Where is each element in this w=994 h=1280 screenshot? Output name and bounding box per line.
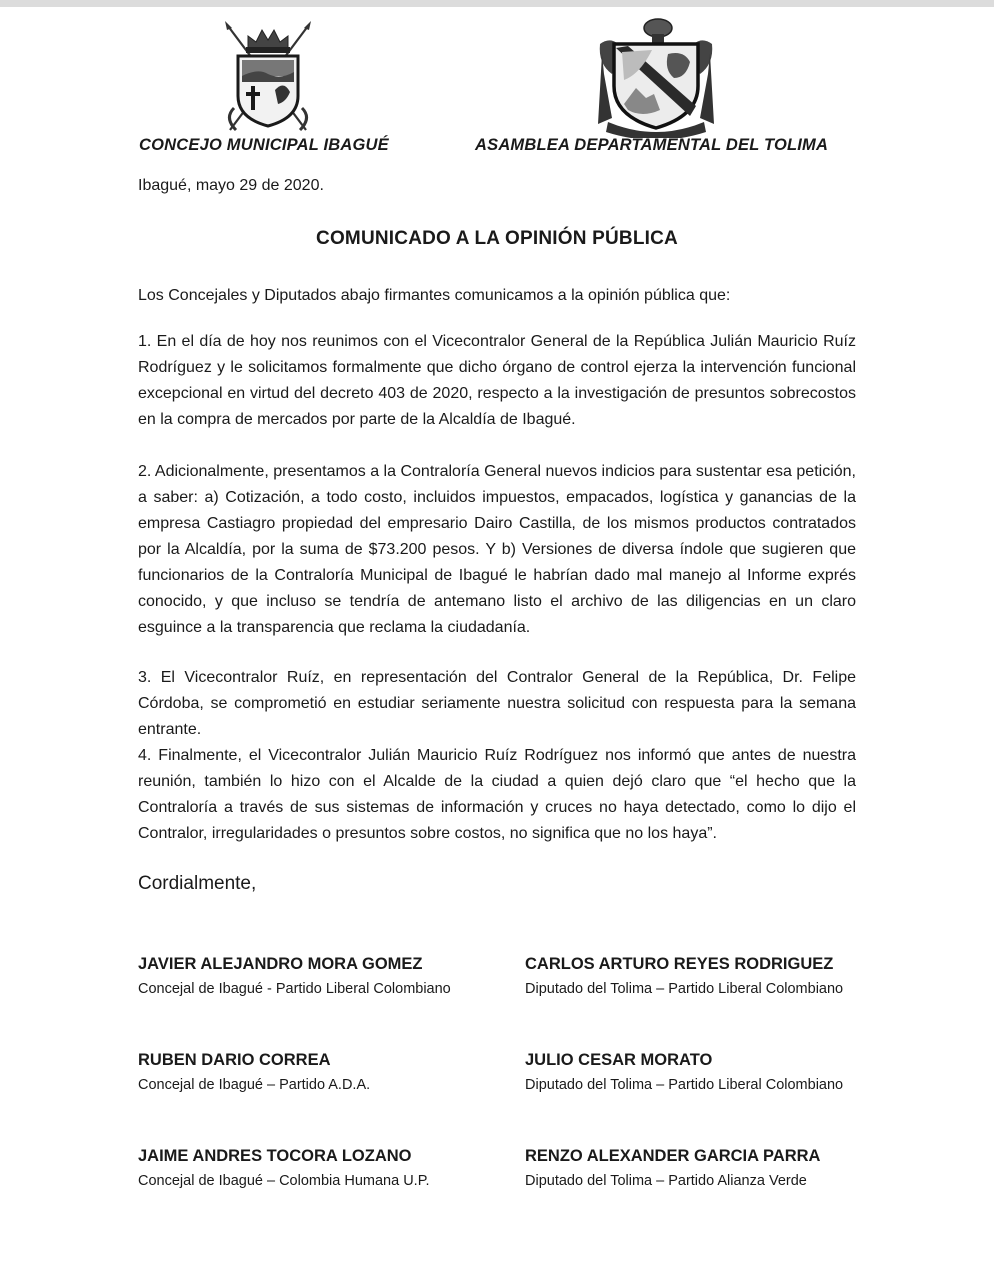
signatory-name: JAIME ANDRES TOCORA LOZANO <box>138 1147 412 1165</box>
intro-paragraph: Los Concejales y Diputados abajo firmantes comunicamos a la opinión pública que: <box>138 287 731 304</box>
signature-block <box>138 1147 430 1189</box>
document-date: Ibagué, mayo 29 de 2020. <box>138 177 324 194</box>
paragraph-4: 4. Finalmente, el Vicecontralor Julián Mauricio Ruíz Rodríguez nos informó que antes de nuestra reunión, también lo hizo con el Alcalde de la ciudad a quien dejó claro que “el hecho que la Contraloría a través de sus sistemas de información y cruces no haya detectado, como lo dijo el Contralor, irregularidades o presuntos sobre costos, no significa que no los haya”. <box>138 747 856 842</box>
signature-block <box>525 955 843 997</box>
paragraph-2: 2. Adicionalmente, presentamos a la Contraloría General nuevos indicios para sustentar esa petición, a saber: a) Cotización, a todo costo, incluidos impuestos, empacados, logística y ganancias de la empresa Castiagro propiedad del empresario Dairo Castilla, de los mismos productos contratados por la Alcaldía, por la suma de $73.200 pesos. Y b) Versiones de diversa índole que sugieren que funcionarios de la Contraloría Municipal de Ibagué le habrían dado mal manejo al Informe exprés conocido, y que incluso se tendría de antemano listo el archivo de las diligencias en un claro esguince a la transparencia que reclama la ciudadanía. <box>138 463 856 636</box>
top-edge-bar <box>0 0 994 7</box>
signatory-name: JAVIER ALEJANDRO MORA GOMEZ <box>138 955 423 973</box>
signatory-name: RUBEN DARIO CORREA <box>138 1051 331 1069</box>
tolima-coat-of-arms-icon <box>594 14 718 138</box>
signatory-role: Diputado del Tolima – Partido Liberal Colombiano <box>525 1077 844 1093</box>
asamblea-institution-label: ASAMBLEA DEPARTAMENTAL DEL TOLIMA <box>475 136 829 154</box>
signatory-name: CARLOS ARTURO REYES RODRIGUEZ <box>525 955 834 973</box>
signatory-role: Diputado del Tolima – Partido Alianza Verde <box>525 1173 807 1189</box>
ibague-coat-of-arms-icon <box>218 18 318 136</box>
signature-block <box>525 1051 843 1093</box>
signature-block <box>525 1147 820 1189</box>
signature-block <box>138 1051 370 1093</box>
signatory-name: JULIO CESAR MORATO <box>525 1051 713 1069</box>
concejo-institution-label: CONCEJO MUNICIPAL IBAGUÉ <box>139 136 389 154</box>
signatory-role: Diputado del Tolima – Partido Liberal Colombiano <box>525 981 844 997</box>
signatory-role: Concejal de Ibagué – Partido A.D.A. <box>138 1077 371 1093</box>
paragraph-3: 3. El Vicecontralor Ruíz, en representación del Contralor General de la República, Dr. Felipe Córdoba, se comprometió en estudiar seriamente nuestra solicitud con respuesta para la semana entrante. <box>138 669 856 738</box>
signature-block <box>138 955 451 997</box>
signatory-role: Concejal de Ibagué - Partido Liberal Colombiano <box>138 981 451 997</box>
closing-salutation: Cordialmente, <box>138 873 257 894</box>
paragraph-1: 1. En el día de hoy nos reunimos con el Vicecontralor General de la República Julián Mauricio Ruíz Rodríguez y le solicitamos formalmente que dicho órgano de control ejerza la intervención funcional excepcional en virtud del decreto 403 de 2020, respecto a la investigación de presuntos sobrecostos en la compra de mercados por parte de la Alcaldía de Ibagué. <box>138 333 856 428</box>
document-title: COMUNICADO A LA OPINIÓN PÚBLICA <box>316 228 678 249</box>
signatory-role: Concejal de Ibagué – Colombia Humana U.P. <box>138 1173 430 1189</box>
signatory-name: RENZO ALEXANDER GARCIA PARRA <box>525 1147 821 1165</box>
